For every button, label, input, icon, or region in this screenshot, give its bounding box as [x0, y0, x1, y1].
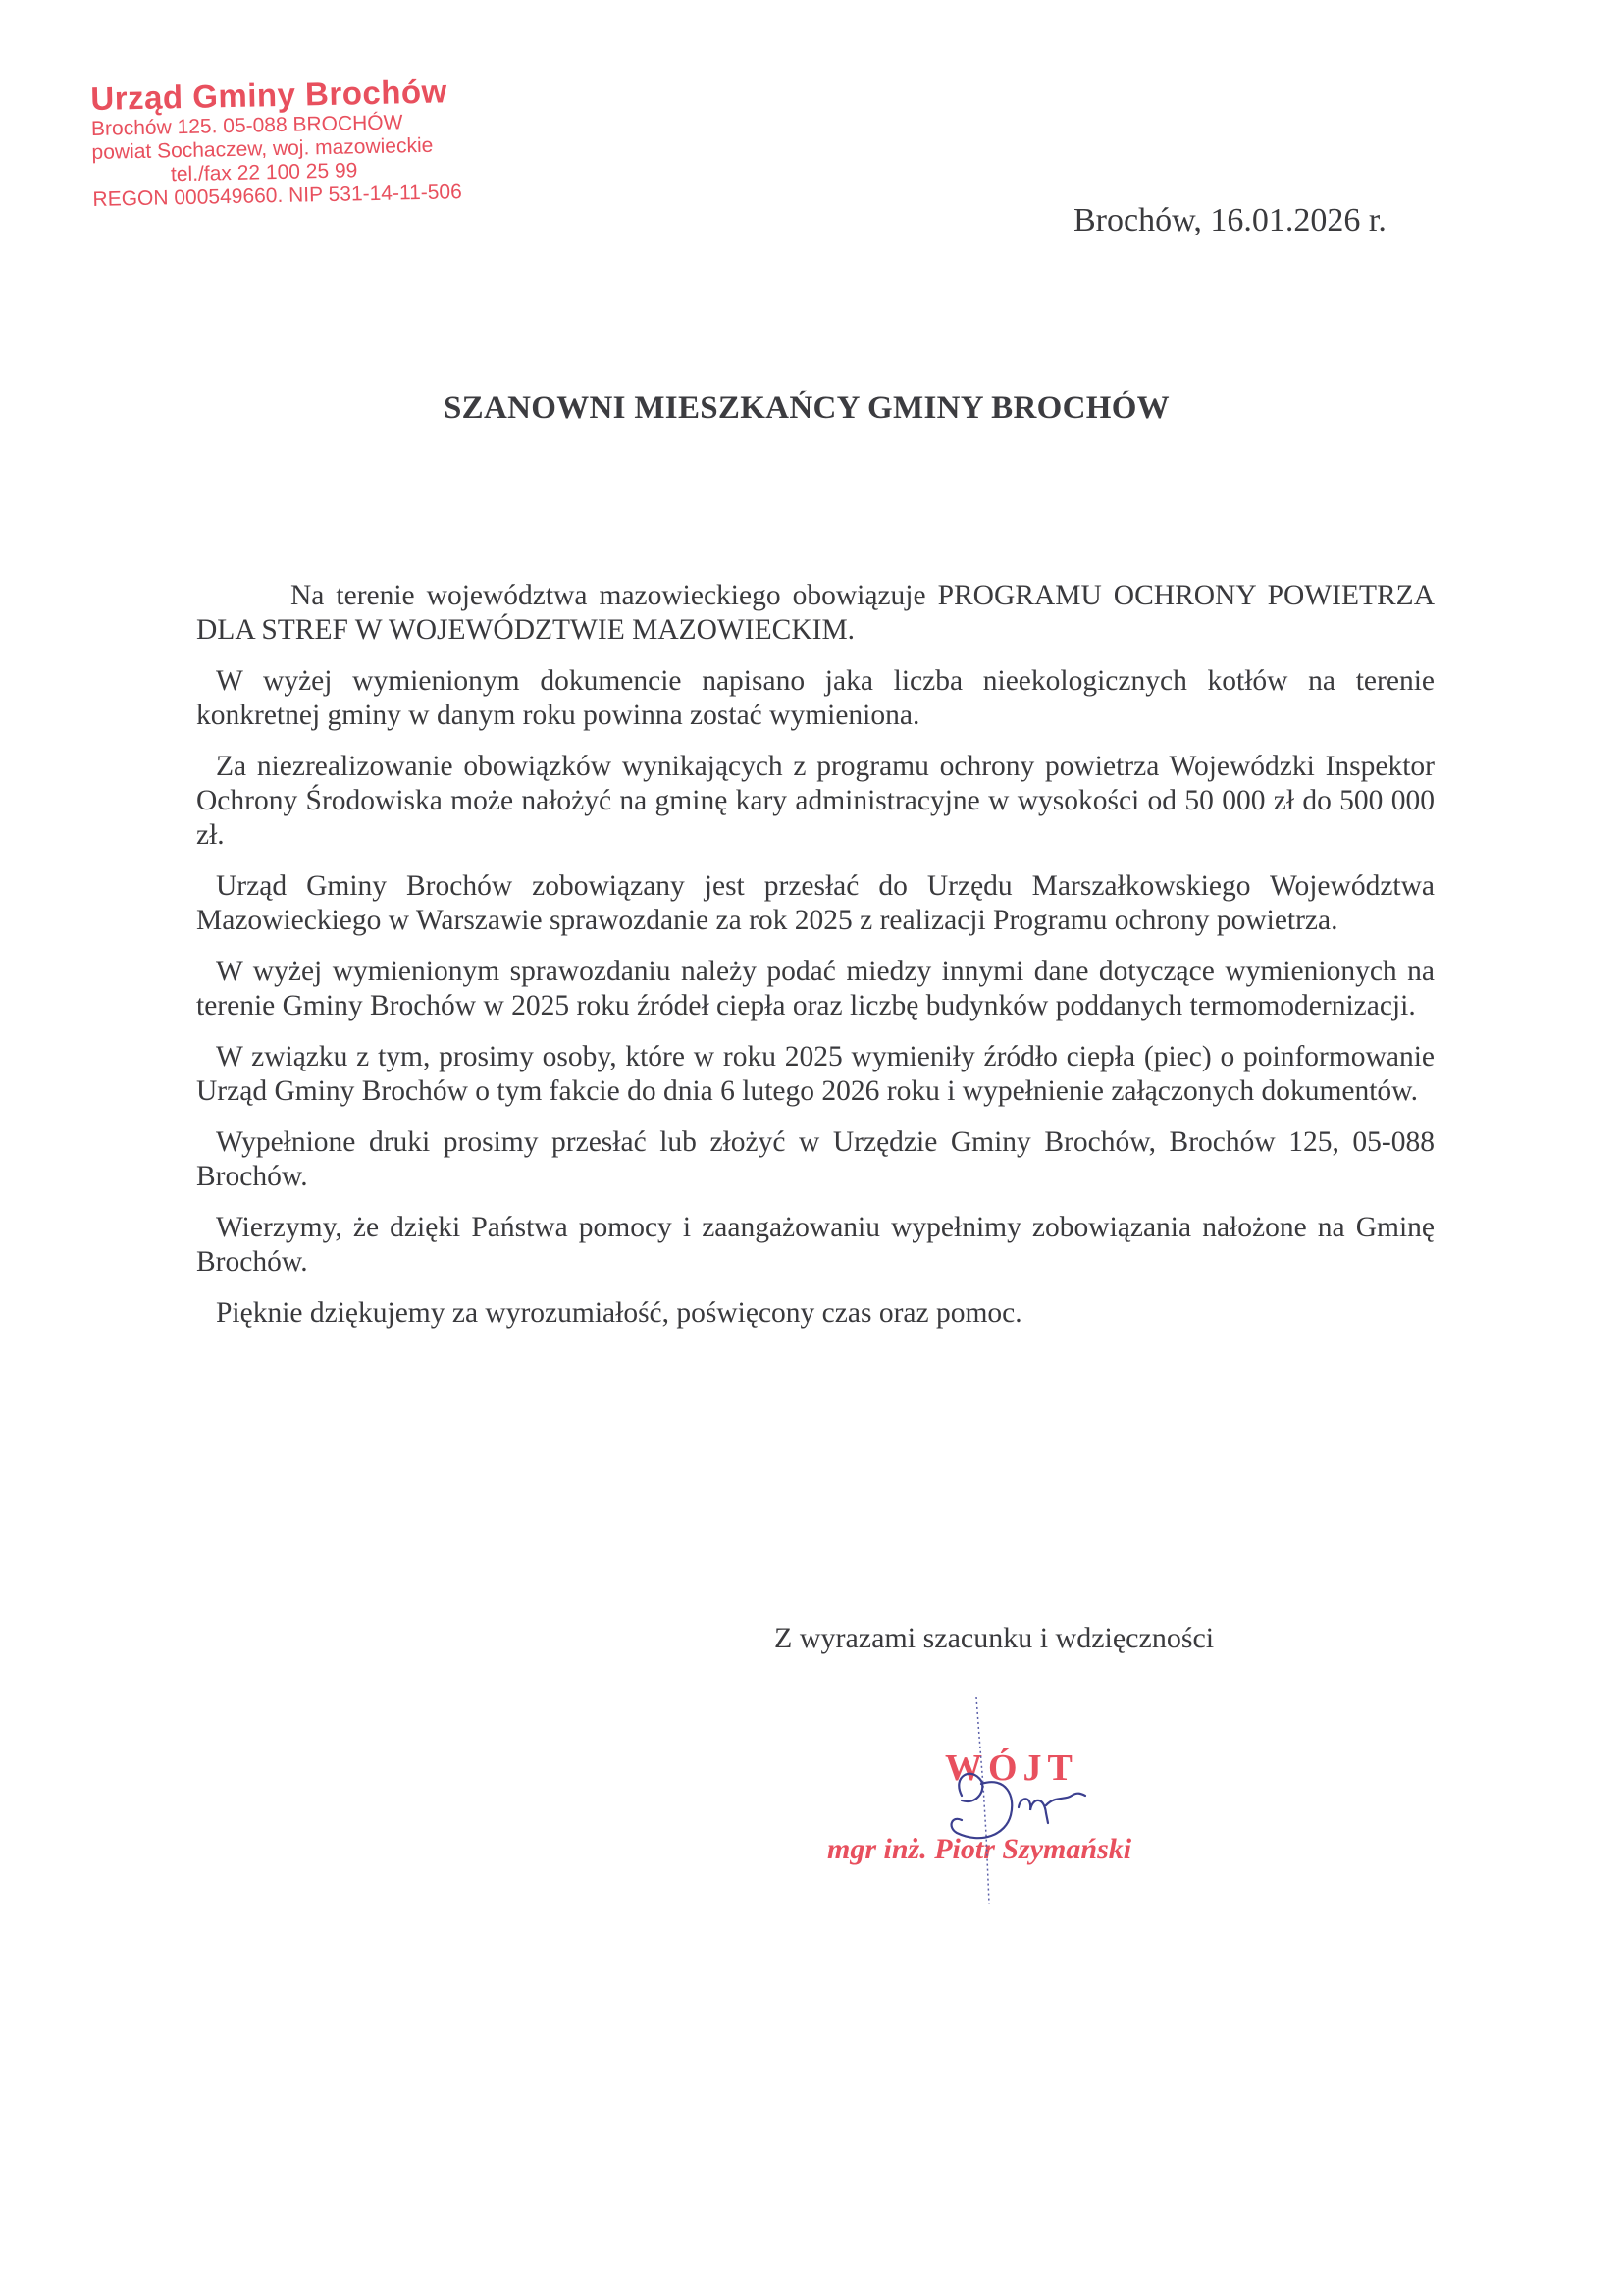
paragraph: Urząd Gminy Brochów zobowiązany jest przesłać do Urzędu Marszałkowskiego Województwa Mazowieckiego w Warszawie sprawozdanie za rok 2025 z realizacji Programu ochrony powietrza. — [196, 870, 1435, 936]
paragraph: W wyżej wymienionym dokumencie napisano jaka liczba nieekologicznych kotłów na terenie konkretnej gminy w danym roku powinna zostać wymieniona. — [196, 665, 1435, 731]
paragraph: Na terenie województwa mazowieckiego obowiązuje PROGRAMU OCHRONY POWIETRZA DLA STREF W WOJEWÓDZTWIE MAZOWIECKIM. — [196, 580, 1435, 646]
stamp-district: powiat Sochaczew, woj. mazowieckie — [91, 133, 434, 164]
handwritten-signature-icon — [814, 1697, 1227, 1933]
paragraph: W związku z tym, prosimy osoby, które w roku 2025 wymieniły źródło ciepła (piec) o poinformowanie Urząd Gminy Brochów o tym fakcie do dnia 6 lutego 2026 roku i wypełnienie załączonych dokumentów. — [196, 1041, 1435, 1107]
place-and-date: Brochów, 16.01.2026 r. — [1073, 202, 1387, 238]
letter-body — [196, 579, 1435, 1347]
paragraph: Wierzymy, że dzięki Państwa pomocy i zaangażowaniu wypełnimy zobowiązania nałożone na Gminę Brochów. — [196, 1212, 1435, 1278]
signature-stamp-name: mgr inż. Piotr Szymański — [827, 1833, 1132, 1865]
stamp-ids: REGON 000549660. NIP 531-14-11-506 — [92, 181, 463, 211]
stamp-office-name: Urząd Gminy Brochów — [90, 73, 448, 117]
paragraph: Za niezrealizowanie obowiązków wynikających z programu ochrony powietrza Wojewódzki Inspektor Ochrony Środowiska może nałożyć na gminę kary administracyjne w wysokości od 50 000 zł do 500 000 zł. — [196, 751, 1435, 851]
paragraph: Wypełnione druki prosimy przesłać lub złożyć w Urzędzie Gminy Brochów, Brochów 125, 05-088 Brochów. — [196, 1126, 1435, 1192]
signature-block — [814, 1697, 1227, 1933]
stamp-phone: tel./fax 22 100 25 99 — [170, 159, 358, 186]
signature-stamp-title: WÓJT — [945, 1748, 1078, 1789]
office-stamp — [90, 73, 462, 212]
stamp-address: Brochów 125. 05-088 BROCHÓW — [90, 111, 403, 140]
letter-title — [0, 391, 1623, 427]
paragraph: Pięknie dziękujemy za wyrozumiałość, poświęcony czas oraz pomoc. — [216, 1297, 1022, 1329]
closing-phrase: Z wyrazami szacunku i wdzięczności — [774, 1622, 1215, 1654]
letter-title-text: SZANOWNI MIESZKAŃCY GMINY BROCHÓW — [444, 391, 1170, 426]
paragraph: W wyżej wymienionym sprawozdaniu należy podać miedzy innymi dane dotyczące wymienionych na terenie Gminy Brochów w 2025 roku źródeł ciepła oraz liczbę budynków poddanych termomodernizacji. — [196, 956, 1435, 1021]
